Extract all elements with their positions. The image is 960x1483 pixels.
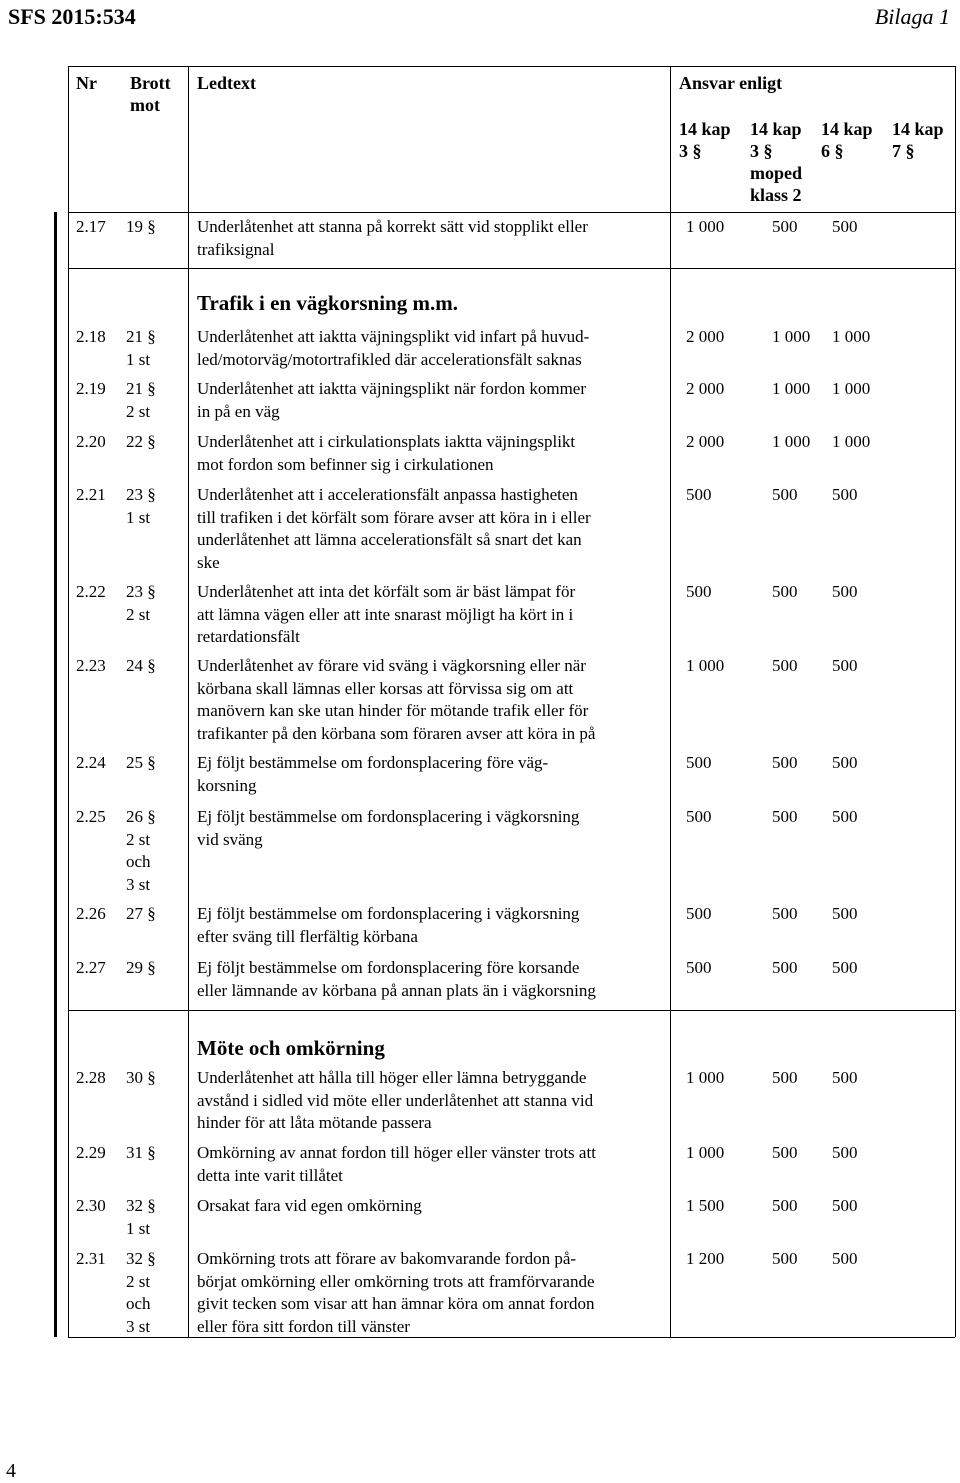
row-ledtext [197,378,667,423]
amount-14kap-6: 500 [832,217,858,236]
brott-line: 1 st [126,1218,151,1238]
ledtext-line: Ej följt bestämmelse om fordonsplacering före korsande [197,958,580,977]
row-number: 2.18 [76,327,106,346]
row-number: 2.24 [76,753,106,772]
amount-14kap-3: 1 200 [686,1249,725,1268]
amount-14kap-3: 2 000 [686,432,725,451]
amount-14kap-3-moped: 500 [772,656,798,675]
header-col-14kap-3: 14 kap 3 § [679,119,731,161]
amount-14kap-3: 1 000 [686,217,725,236]
amount-14kap-6: 500 [832,753,858,772]
row-brott-mot [126,1067,186,1090]
row-brott-mot [126,806,186,896]
amount-14kap-3-moped: 500 [772,904,798,923]
amount-14kap-3: 500 [686,485,712,504]
brott-line: 25 § [126,753,156,772]
row-number: 2.29 [76,1143,106,1162]
amount-14kap-6: 500 [832,958,858,977]
ledtext-line: till trafiken i det körfält som förare avser att köra in i eller [197,507,591,527]
brott-line: 2 st [126,1271,151,1291]
ledtext-line: in på en väg [197,401,280,421]
row-brott-mot [126,1142,186,1165]
row-ledtext [197,484,667,574]
amount-14kap-3: 500 [686,753,712,772]
ledtext-line: eller föra sitt fordon till vänster [197,1316,410,1336]
brott-line: 32 § [126,1249,156,1268]
row-brott-mot [126,431,186,454]
amount-14kap-3-moped: 500 [772,485,798,504]
ledtext-line: Ej följt bestämmelse om fordonsplacering i vägkorsning [197,807,580,826]
section1-divider [68,268,955,269]
row-number: 2.23 [76,656,106,675]
ledtext-line: Underlåtenhet att hålla till höger eller lämna betryggande [197,1068,587,1087]
ledtext-line: avstånd i sidled vid möte eller underlåtenhet att stanna vid [197,1090,594,1110]
row-brott-mot [126,752,186,775]
amount-14kap-6: 500 [832,1143,858,1162]
brott-line: 26 § [126,807,156,826]
amount-14kap-6: 500 [832,1196,858,1215]
row-ledtext [197,581,667,649]
ledtext-line: Underlåtenhet att stanna på korrekt sätt vid stopplikt eller [197,217,588,236]
amount-14kap-3-moped: 1 000 [772,432,811,451]
row-ledtext [197,957,667,1002]
table-header-divider [68,212,955,213]
amount-14kap-3-moped: 1 000 [772,327,811,346]
ledtext-line: Orsakat fara vid egen omkörning [197,1196,422,1215]
brott-line: 24 § [126,656,156,675]
amount-14kap-3: 500 [686,807,712,826]
amount-14kap-3-moped: 500 [772,1249,798,1268]
row-number: 2.19 [76,379,106,398]
amount-14kap-3: 2 000 [686,379,725,398]
ledtext-line: korsning [197,775,257,795]
brott-line: 2 st [126,604,151,624]
amount-14kap-3: 1 000 [686,1068,725,1087]
row-brott-mot [126,957,186,980]
row-ledtext [197,1142,667,1187]
ledtext-line: hinder för att låta mötande passera [197,1113,432,1132]
amount-14kap-3-moped: 500 [772,217,798,236]
brott-line: och [126,1294,151,1313]
ledtext-line: led/motorväg/motortrafikled där accelerationsfält saknas [197,349,582,369]
ledtext-line: Omkörning av annat fordon till höger eller vänster trots att [197,1143,596,1162]
amount-14kap-3-moped: 500 [772,582,798,601]
brott-line: 3 st [126,874,151,894]
amount-14kap-3-moped: 500 [772,753,798,772]
amount-14kap-3: 500 [686,958,712,977]
row-number: 2.27 [76,958,106,977]
change-bar [54,212,57,1337]
amount-14kap-3-moped: 1 000 [772,379,811,398]
row-brott-mot [126,581,186,626]
table-divider-ansvar [670,66,671,1337]
ledtext-line: mot fordon som befinner sig i cirkulationen [197,454,494,474]
appendix-label: Bilaga 1 [874,4,950,29]
section-title: Möte och omkörning [197,1036,385,1060]
ledtext-line: eller lämnande av körbana på annan plats än i vägkorsning [197,980,596,1000]
brott-line: 21 § [126,327,156,346]
row-ledtext [197,431,667,476]
row-ledtext [197,1067,667,1135]
ledtext-line: Omkörning trots att förare av bakomvarande fordon på- [197,1249,577,1268]
row-ledtext [197,655,667,745]
ledtext-line: underlåtenhet att lämna accelerationsfält så snart det kan [197,530,582,549]
amount-14kap-6: 1 000 [832,379,871,398]
ledtext-line: Underlåtenhet att inta det körfält som är bäst lämpat för [197,582,576,601]
amount-14kap-6: 500 [832,807,858,826]
brott-line: 30 § [126,1068,156,1087]
amount-14kap-6: 500 [832,904,858,923]
ledtext-line: Ej följt bestämmelse om fordonsplacering i vägkorsning [197,904,580,923]
amount-14kap-3-moped: 500 [772,1068,798,1087]
ledtext-line: ske [197,552,220,572]
row-brott-mot [126,1195,186,1240]
row-number: 2.28 [76,1068,106,1087]
header-nr: Nr [76,73,97,93]
ledtext-line: Underlåtenhet att i accelerationsfält anpassa hastigheten [197,485,578,504]
amount-14kap-3-moped: 500 [772,1196,798,1215]
header-ansvar: Ansvar enligt [679,73,783,93]
amount-14kap-6: 1 000 [832,327,871,346]
row-brott-mot [126,655,186,678]
amount-14kap-6: 500 [832,1068,858,1087]
row-number: 2.26 [76,904,106,923]
ledtext-line: Ej följt bestämmelse om fordonsplacering före väg- [197,753,549,772]
amount-14kap-3-moped: 500 [772,1143,798,1162]
ledtext-line: detta inte varit tillåtet [197,1165,343,1185]
ledtext-line: Underlåtenhet att i cirkulationsplats iaktta väjningsplikt [197,432,576,451]
brott-line: 21 § [126,379,156,398]
row-brott-mot [126,484,186,529]
ledtext-line: vid sväng [197,829,263,849]
amount-14kap-3: 500 [686,904,712,923]
row-number: 2.25 [76,807,106,826]
row-brott-mot [126,903,186,926]
row-number: 2.30 [76,1196,106,1215]
row-number: 2.17 [76,217,106,236]
row-brott-mot [126,216,186,239]
amount-14kap-6: 500 [832,485,858,504]
row-brott-mot [126,326,186,371]
amount-14kap-3: 1 000 [686,1143,725,1162]
header-col-14kap-7: 14 kap 7 § [892,119,944,161]
brott-line: 32 § [126,1196,156,1215]
table-left-border [68,66,69,1337]
amount-14kap-6: 1 000 [832,432,871,451]
header-col-14kap-6: 14 kap 6 § [821,119,873,161]
amount-14kap-3: 1 000 [686,656,725,675]
page-number: 4 [6,1460,16,1482]
header-brott-mot: Brott mot [130,73,171,115]
ledtext-line: efter sväng till flerfältig körbana [197,926,418,946]
row-brott-mot [126,1248,186,1338]
ledtext-line: manövern kan ske utan hinder för mötande trafik eller för [197,701,589,720]
ledtext-line: Underlåtenhet att iaktta väjningsplikt vid infart på huvud- [197,327,590,346]
table-divider-ledtext [188,66,189,1337]
table-right-border [955,66,956,1337]
brott-line: 2 st [126,829,151,849]
row-ledtext [197,326,667,371]
ledtext-line: retardationsfält [197,627,300,646]
ledtext-line: körbana skall lämnas eller korsas att förvissa sig om att [197,678,574,698]
brott-line: 1 st [126,507,151,527]
amount-14kap-3: 500 [686,582,712,601]
brott-line: 29 § [126,958,156,977]
row-number: 2.22 [76,582,106,601]
brott-line: 23 § [126,485,156,504]
row-ledtext [197,1195,667,1218]
row-ledtext [197,752,667,797]
row-ledtext [197,903,667,948]
row-brott-mot [126,378,186,423]
row-number: 2.21 [76,485,106,504]
section-title: Trafik i en vägkorsning m.m. [197,291,458,315]
row-number: 2.31 [76,1249,106,1268]
brott-line: 23 § [126,582,156,601]
header-ledtext: Ledtext [197,73,256,93]
brott-line: 3 st [126,1316,151,1336]
brott-line: 19 § [126,217,156,236]
brott-line: 22 § [126,432,156,451]
ledtext-line: givit tecken som visar att han ämnar köra om annat fordon [197,1294,595,1313]
brott-line: 31 § [126,1143,156,1162]
amount-14kap-3-moped: 500 [772,807,798,826]
ledtext-line: Underlåtenhet av förare vid sväng i vägkorsning eller när [197,656,586,675]
header-col-14kap-3-moped: 14 kap 3 § moped klass 2 [750,119,803,205]
brott-line: 1 st [126,349,151,369]
amount-14kap-6: 500 [832,656,858,675]
section2-divider [68,1010,955,1011]
document-id: SFS 2015:534 [8,4,136,29]
table-top-border [68,66,955,67]
row-ledtext [197,1248,667,1338]
amount-14kap-3-moped: 500 [772,958,798,977]
row-ledtext [197,806,667,851]
brott-line: och [126,852,151,871]
amount-14kap-6: 500 [832,1249,858,1268]
ledtext-line: Underlåtenhet att iaktta väjningsplikt när fordon kommer [197,379,586,398]
ledtext-line: trafikanter på den körbana som föraren avser att köra in på [197,723,596,743]
brott-line: 2 st [126,401,151,421]
amount-14kap-3: 2 000 [686,327,725,346]
brott-line: 27 § [126,904,156,923]
ledtext-line: börjat omkörning eller omkörning trots att framförvarande [197,1271,595,1291]
ledtext-line: trafiksignal [197,239,275,259]
amount-14kap-6: 500 [832,582,858,601]
row-ledtext [197,216,667,261]
amount-14kap-3: 1 500 [686,1196,725,1215]
row-number: 2.20 [76,432,106,451]
ledtext-line: att lämna vägen eller att inte snarast möjligt ha kört in i [197,604,574,624]
